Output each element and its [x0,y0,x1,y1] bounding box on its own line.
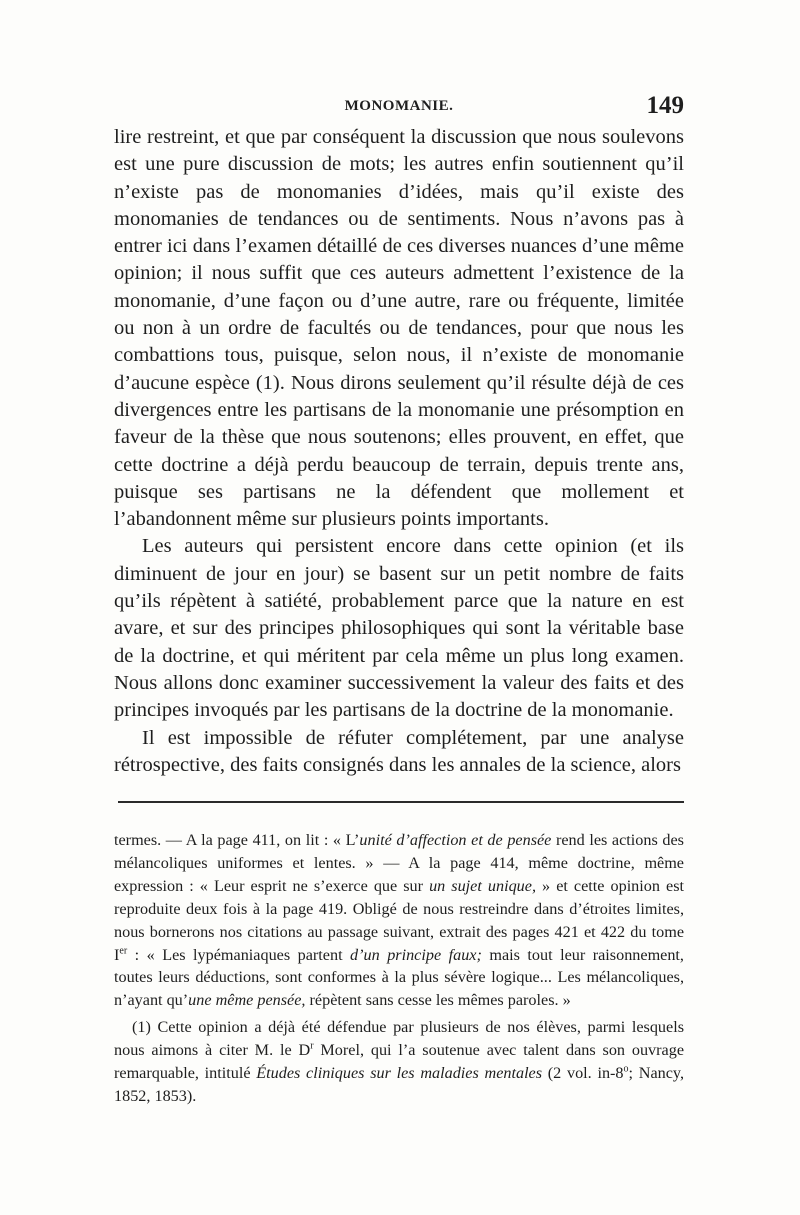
footnote-continuation: termes. — A la page 411, on lit : « L’unité d’affection et de pensée rend les actions des mélancoliques uniformes et lentes. » — A la page 414, même doctrine, même expression : « Leur esprit ne s’exerce que sur un sujet unique, » et cette opinion est reproduite deux fois à la page 419. Obligé de nous restreindre dans d’étroites limites, nous bornerons nos citations au passage suivant, extrait des pages 421 et 422 du tome Ier : « Les lypémaniaques partent d’un principe faux; mais tout leur raisonnement, toutes leurs déductions, sont conformes à la plus sévère logique... Les mélancoliques, n’ayant qu’une même pensée, répètent sans cesse les mêmes paroles. » [114,831,684,1010]
page-number: 149 [646,92,684,119]
paragraph: Les auteurs qui persistent encore dans cette opinion (et ils diminuent de jour en jour) se basent sur un petit nombre de faits qu’ils répètent à satiété, probablement parce que la nature en est avare, et sur des principes philosophiques qui sont la véritable base de la doctrine, et qui méritent par cela même un plus long examen. Nous allons donc examiner successivement la valeur des faits et des principes invoqués par les partisans de la doctrine de la monomanie. [114,535,684,722]
footnotes [114,829,684,1108]
footnote-separator [118,801,684,803]
paragraph-continuation: lire restreint, et que par conséquent la discussion que nous soulevons est une pure discussion de mots; les autres enfin soutiennent qu’il n’existe pas de monomanies d’idées, mais qu’il existe des monomanies de tendances ou de sentiments. Nous n’avons pas à entrer ici dans l’examen détaillé de ces diverses nuances d’une même opinion; il nous suffit que ces auteurs admettent l’existence de la monomanie, d’une façon ou d’une autre, rare ou fréquente, limitée ou non à un ordre de facultés ou de tendances, pour que nous les combattions tous, puisque, selon nous, il n’existe de monomanie d’aucune espèce (1). Nous dirons seulement qu’il résulte déjà de ces divergences entre les partisans de la monomanie une présomption en faveur de la thèse que nous soutenons; elles prouvent, en effet, que cette doctrine a déjà perdu beaucoup de terrain, depuis trente ans, puisque ses partisans ne la défendent que mollement et l’abandonnent même sur plusieurs points importants. [114,126,684,531]
running-title: MONOMANIE. [344,98,454,114]
paragraph: Il est impossible de réfuter complétement, par une analyse rétrospective, des faits consignés dans les annales de la science, alors [114,726,684,776]
body-text [114,124,684,779]
footnote-1: (1) Cette opinion a déjà été défendue par plusieurs de nos élèves, parmi lesquels nous aimons à citer M. le $D^r$ Morel, qui l’a soutenue avec talent dans son ouvrage remarquable, intitulé Études cliniques sur les maladies mentales (2 vol. in-8$^o$; Nancy, 1852, 1853). [114,1018,685,1105]
running-head [114,92,684,122]
